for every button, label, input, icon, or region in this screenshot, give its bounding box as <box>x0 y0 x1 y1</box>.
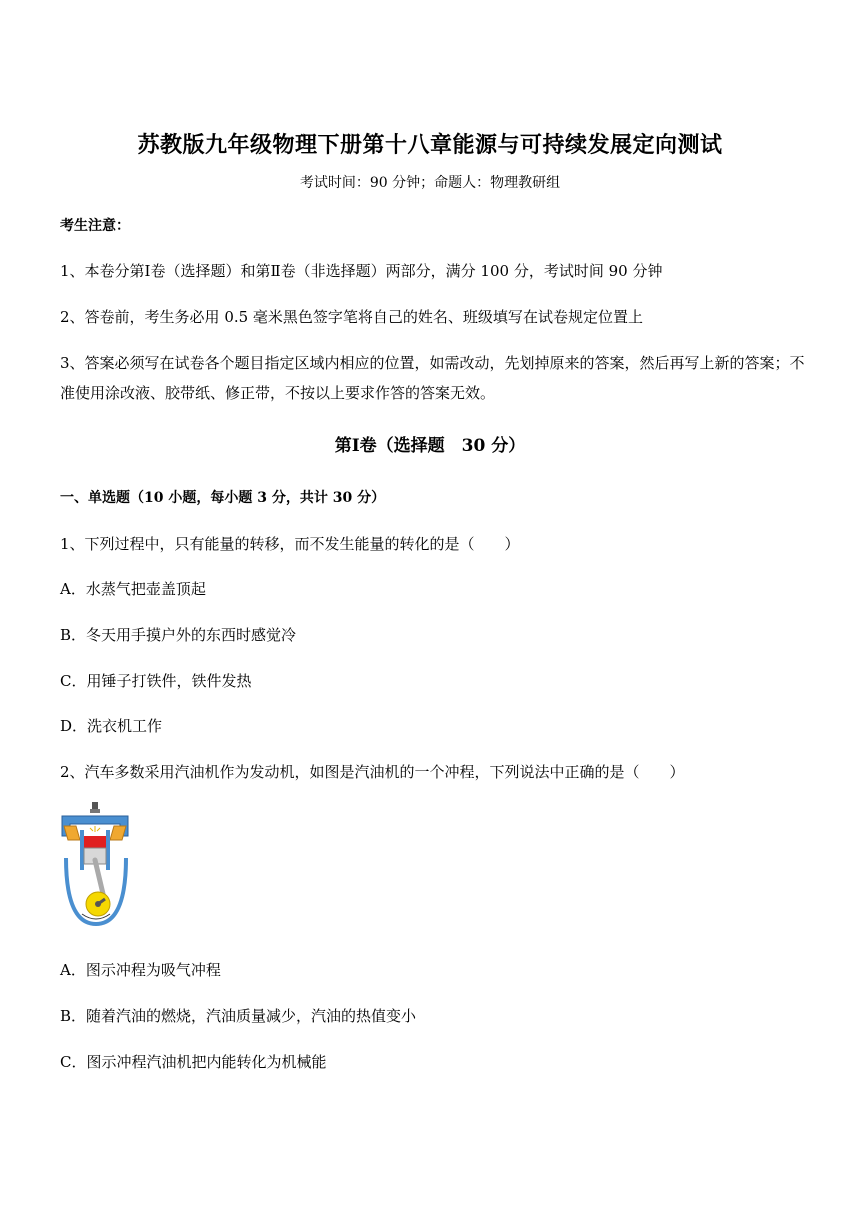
question-1-option-b: B．冬天用手摸户外的东西时感觉冷 <box>60 626 297 644</box>
question-1-option-c: C．用锤子打铁件，铁件发热 <box>60 672 252 690</box>
question-1-stem: 1、下列过程中，只有能量的转移，而不发生能量的转化的是（ ） <box>60 535 520 553</box>
question-1-option-d: D．洗衣机工作 <box>60 717 163 735</box>
notice-item-1: 1、本卷分第Ⅰ卷（选择题）和第Ⅱ卷（非选择题）两部分，满分 100 分，考试时间 90 分钟 <box>60 262 663 280</box>
gasoline-engine-figure <box>58 800 134 930</box>
exhaust-valve <box>110 826 126 840</box>
notice-heading: 考生注意： <box>60 218 130 234</box>
part-heading: 一、单选题（10 小题，每小题 3 分，共计 30 分） <box>60 490 386 506</box>
notice-item-3: 3、答案必须写在试卷各个题目指定区域内相应的位置，如需改动，先划掉原来的答案，然后再写上新的答案；不准使用涂改液、胶带纸、修正带，不按以上要求作答的答案无效。 <box>60 354 805 402</box>
question-2-option-b: B．随着汽油的燃烧，汽油质量减少，汽油的热值变小 <box>60 1007 417 1025</box>
question-2-option-c: C．图示冲程汽油机把内能转化为机械能 <box>60 1053 327 1071</box>
question-1-option-a: A．水蒸气把壶盖顶起 <box>60 580 206 598</box>
question-2-option-a: A．图示冲程为吸气冲程 <box>60 961 221 979</box>
notice-item-2: 2、答卷前，考生务必用 0.5 毫米黑色签字笔将自己的姓名、班级填写在试卷规定位置上 <box>60 308 643 326</box>
section-title: 第Ⅰ卷（选择题 30 分） <box>334 436 526 456</box>
question-2-stem: 2、汽车多数采用汽油机作为发动机，如图是汽油机的一个冲程，下列说法中正确的是（ ） <box>60 763 685 781</box>
spark-plug-icon <box>92 802 98 810</box>
combustion-chamber <box>84 836 106 848</box>
page-title: 苏教版九年级物理下册第十八章能源与可持续发展定向测试 <box>137 132 723 158</box>
intake-valve <box>64 826 80 840</box>
exam-info: 考试时间：90 分钟；命题人：物理教研组 <box>299 175 561 191</box>
